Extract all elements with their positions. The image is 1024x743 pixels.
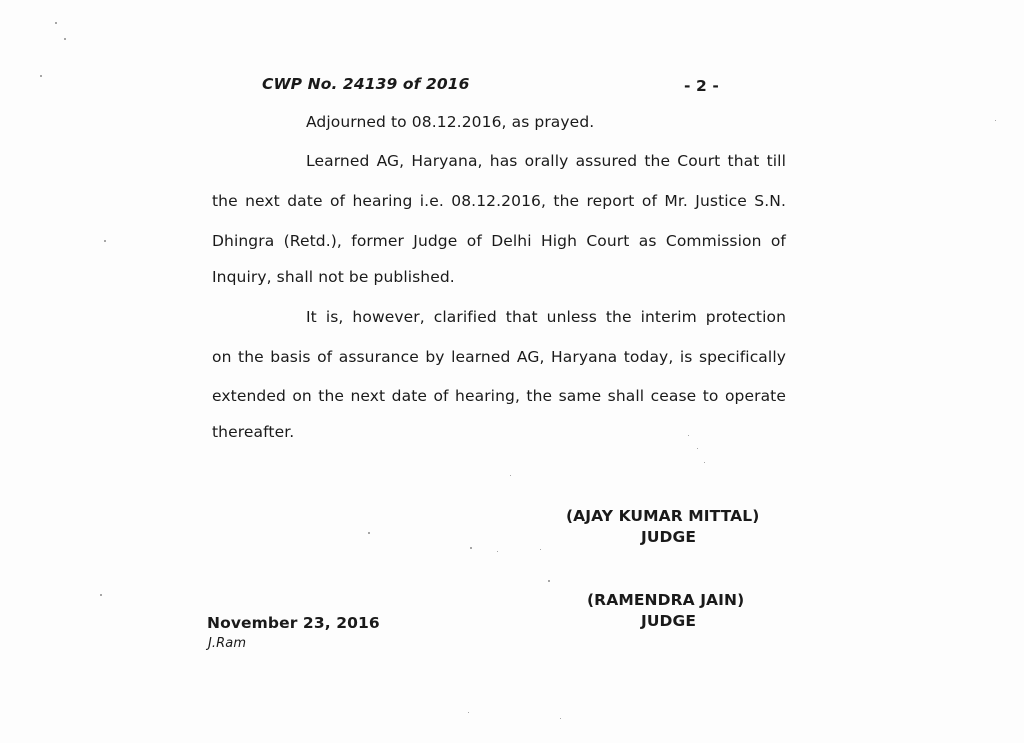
typist-initials: J.Ram xyxy=(208,636,247,651)
scan-speck xyxy=(368,532,370,534)
page-number: - 2 - xyxy=(684,77,719,95)
order-line-2: Learned AG, Haryana, has orally assured the Court that till xyxy=(306,152,786,170)
case-number: CWP No. 24139 of 2016 xyxy=(262,75,470,93)
scan-speck xyxy=(510,475,511,476)
scan-speck xyxy=(100,594,102,596)
order-line-3: the next date of hearing i.e. 08.12.2016, the report of Mr. Justice S.N. xyxy=(212,192,786,210)
scan-speck xyxy=(548,580,550,582)
order-line-9: thereafter. xyxy=(212,423,295,441)
scan-speck xyxy=(704,462,705,463)
scan-speck xyxy=(540,549,541,550)
scan-speck xyxy=(470,547,472,549)
order-line-1: Adjourned to 08.12.2016, as prayed. xyxy=(306,113,595,131)
order-line-5: Inquiry, shall not be published. xyxy=(212,268,455,286)
scan-speck xyxy=(104,240,106,242)
scan-speck xyxy=(64,38,66,40)
scan-speck xyxy=(560,718,561,719)
judge-2-name: (RAMENDRA JAIN) xyxy=(587,591,745,609)
scan-speck xyxy=(697,448,698,449)
judge-1-name: (AJAY KUMAR MITTAL) xyxy=(566,507,760,525)
scan-speck xyxy=(497,551,498,552)
judge-2-title: JUDGE xyxy=(641,612,697,630)
scan-speck xyxy=(55,22,57,24)
order-line-4: Dhingra (Retd.), former Judge of Delhi High Court as Commission of xyxy=(212,232,786,250)
scan-speck xyxy=(40,75,42,77)
order-line-8: extended on the next date of hearing, the same shall cease to operate xyxy=(212,387,786,405)
scan-speck xyxy=(688,435,689,436)
scan-speck xyxy=(995,120,996,121)
order-line-6: It is, however, clarified that unless the interim protection xyxy=(306,308,786,326)
order-date: November 23, 2016 xyxy=(207,614,380,632)
judge-1-title: JUDGE xyxy=(641,528,697,546)
scan-speck xyxy=(468,712,469,713)
order-line-7: on the basis of assurance by learned AG, Haryana today, is specifically xyxy=(212,348,786,366)
